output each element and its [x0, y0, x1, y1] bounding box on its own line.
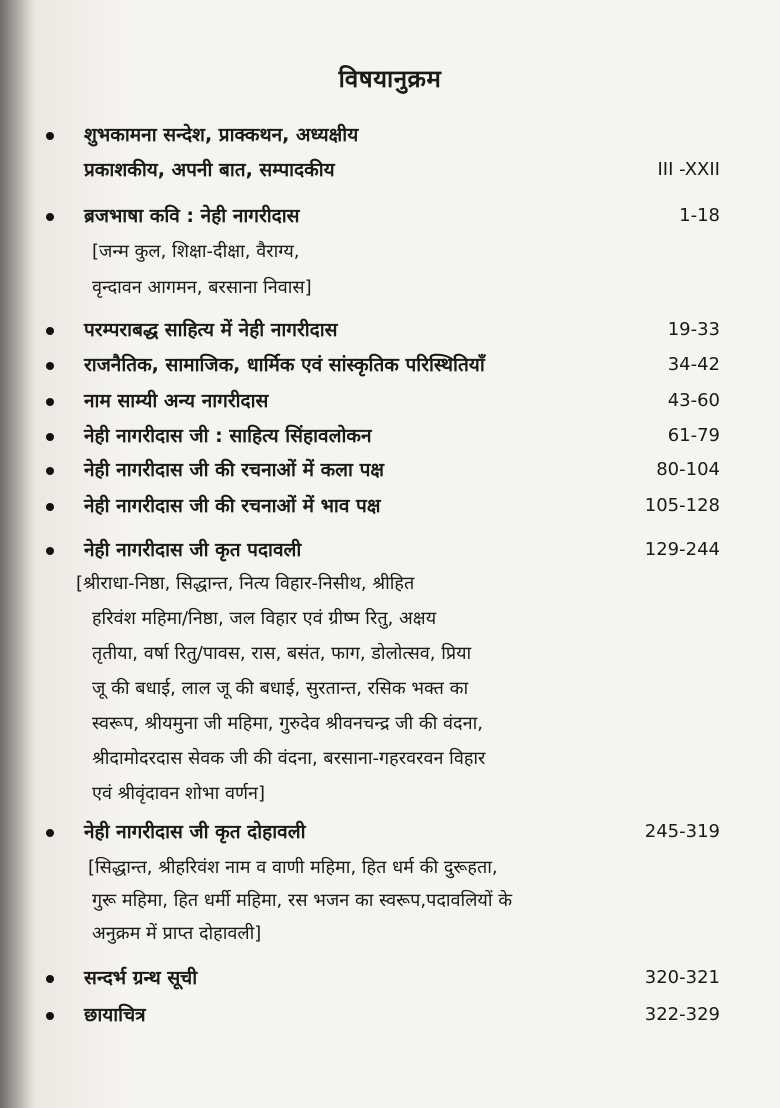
- toc-entry: [50, 204, 720, 300]
- bullet-icon: [46, 975, 54, 983]
- toc-entry-subline: [50, 276, 720, 300]
- toc-entry-line: [50, 966, 720, 990]
- toc-entry-line: [50, 204, 720, 228]
- toc-entry: [50, 424, 720, 448]
- toc-entry-subtopics: श्रीदामोदरदास सेवक जी की वंदना, बरसाना-गहरवरवन विहार: [92, 748, 486, 769]
- toc-entry-line: [50, 1003, 720, 1027]
- toc-entry: [50, 318, 720, 342]
- toc-entry-title: नेही नागरीदास जी कृत दोहावली: [84, 821, 306, 843]
- toc-entry-subline: [50, 922, 720, 946]
- bullet-icon: [46, 362, 54, 370]
- toc-entry-title: नेही नागरीदास जी कृत पदावली: [84, 539, 302, 561]
- toc-entry-subline: [50, 572, 720, 596]
- toc-entry-subline: [50, 642, 720, 666]
- toc-entry: [50, 494, 720, 518]
- toc-entry: [50, 1003, 720, 1027]
- toc-entry-pages: 129-244: [644, 539, 720, 560]
- bullet-icon: [46, 829, 54, 837]
- toc-entry-subtopics: तृतीया, वर्षा रितु/पावस, रास, बसंत, फाग, डोलोत्सव, प्रिया: [92, 643, 472, 664]
- toc-entry-title: नाम साम्यी अन्य नागरीदास: [84, 390, 269, 412]
- toc-entry-title: नेही नागरीदास जी की रचनाओं में कला पक्ष: [84, 459, 384, 481]
- toc-entry-title: परम्पराबद्ध साहित्य में नेही नागरीदास: [84, 319, 338, 341]
- toc-entry-line: [50, 820, 720, 844]
- toc-entry-subtopics: [श्रीराधा-निष्ठा, सिद्धान्त, नित्य विहार-निसीथ, श्रीहित: [76, 573, 415, 594]
- toc-entry-line: [50, 318, 720, 342]
- toc-entry-line: [50, 494, 720, 518]
- toc-entry-subtopics: जू की बधाई, लाल जू की बधाई, सुरतान्त, रसिक भक्त का: [92, 678, 469, 699]
- toc-entry-pages: 43-60: [667, 390, 720, 411]
- toc-entry-line: [50, 424, 720, 448]
- toc-entry-subline: [50, 607, 720, 631]
- toc-entry-subline: [50, 782, 720, 806]
- toc-entry: [50, 353, 720, 377]
- toc-entry-line: [50, 353, 720, 377]
- toc-entry-title: सन्दर्भ ग्रन्थ सूची: [84, 967, 198, 989]
- toc-entry-title: नेही नागरीदास जी की रचनाओं में भाव पक्ष: [84, 495, 381, 517]
- bullet-icon: [46, 327, 54, 335]
- toc-entry-line: [50, 158, 720, 182]
- toc-entry-line: [50, 538, 720, 562]
- toc-entry-title: राजनैतिक, सामाजिक, धार्मिक एवं सांस्कृतिक परिस्थितियाँ: [84, 354, 485, 376]
- toc-entry: [50, 389, 720, 413]
- book-spine-shadow: [0, 0, 36, 1108]
- toc-entry-pages: 61-79: [667, 425, 720, 446]
- toc-entry-line: [50, 389, 720, 413]
- toc-entry-subline: [50, 240, 720, 264]
- toc-entry-pages: 19-33: [667, 319, 720, 340]
- bullet-icon: [46, 132, 54, 140]
- bullet-icon: [46, 433, 54, 441]
- toc-entry-subline: [50, 747, 720, 771]
- toc-entry-subline: [50, 677, 720, 701]
- toc-entry-pages: 322-329: [644, 1004, 720, 1025]
- toc-entry: [50, 458, 720, 482]
- toc-entry-subtopics: [सिद्धान्त, श्रीहरिवंश नाम व वाणी महिमा, हित धर्म की दुरूहता,: [88, 857, 498, 878]
- toc-entry-title: छायाचित्र: [84, 1004, 146, 1026]
- toc-entry-line: [50, 458, 720, 482]
- toc-entry-title: नेही नागरीदास जी : साहित्य सिंहावलोकन: [84, 425, 372, 447]
- toc-entry-subline: [50, 889, 720, 913]
- toc-entry-subline: [50, 712, 720, 736]
- toc-entry-pages: 320-321: [644, 967, 720, 988]
- page-title: विषयानुक्रम: [338, 65, 442, 93]
- toc-entry-subtopics: अनुक्रम में प्राप्त दोहावली]: [92, 923, 262, 944]
- bullet-icon: [46, 1012, 54, 1020]
- toc-entry-subtopics: हरिवंश महिमा/निष्ठा, जल विहार एवं ग्रीष्म रितु, अक्षय: [92, 608, 437, 629]
- toc-entry-pages: 34-42: [667, 354, 720, 375]
- toc-entry-subtopics: गुरू महिमा, हित धर्मी महिमा, रस भजन का स्वरूप,पदावलियों के: [92, 890, 513, 911]
- bullet-icon: [46, 547, 54, 555]
- bullet-icon: [46, 213, 54, 221]
- toc-entry-subtopics: एवं श्रीवृंदावन शोभा वर्णन]: [92, 783, 266, 804]
- toc-entry-pages: 1-18: [679, 205, 720, 226]
- toc-entry-subtopics: स्वरूप, श्रीयमुना जी महिमा, गुरुदेव श्रीवनचन्द्र जी की वंदना,: [92, 713, 483, 734]
- toc-entry-subtopics: वृन्दावन आगमन, बरसाना निवास]: [92, 277, 312, 298]
- toc-entry-pages: III -XXII: [657, 159, 720, 180]
- toc-entry-pages: 80-104: [656, 459, 720, 480]
- bullet-icon: [46, 398, 54, 406]
- toc-entry-subline: [50, 856, 720, 880]
- toc-entry-title: प्रकाशकीय, अपनी बात, सम्पादकीय: [84, 159, 335, 181]
- toc-entry-title: शुभकामना सन्देश, प्राक्कथन, अध्यक्षीय: [84, 124, 359, 146]
- bullet-icon: [46, 503, 54, 511]
- toc-entry: [50, 538, 720, 806]
- toc-entry-line: [50, 123, 720, 147]
- toc-entry-pages: 245-319: [644, 821, 720, 842]
- bullet-icon: [46, 467, 54, 475]
- toc-entry: [50, 123, 720, 182]
- toc-entry: [50, 820, 720, 946]
- toc-entry-subtopics: [जन्म कुल, शिक्षा-दीक्षा, वैराग्य,: [92, 241, 300, 262]
- toc-entry-title: ब्रजभाषा कवि : नेही नागरीदास: [84, 205, 300, 227]
- toc-entry-pages: 105-128: [644, 495, 720, 516]
- toc-entry: [50, 966, 720, 990]
